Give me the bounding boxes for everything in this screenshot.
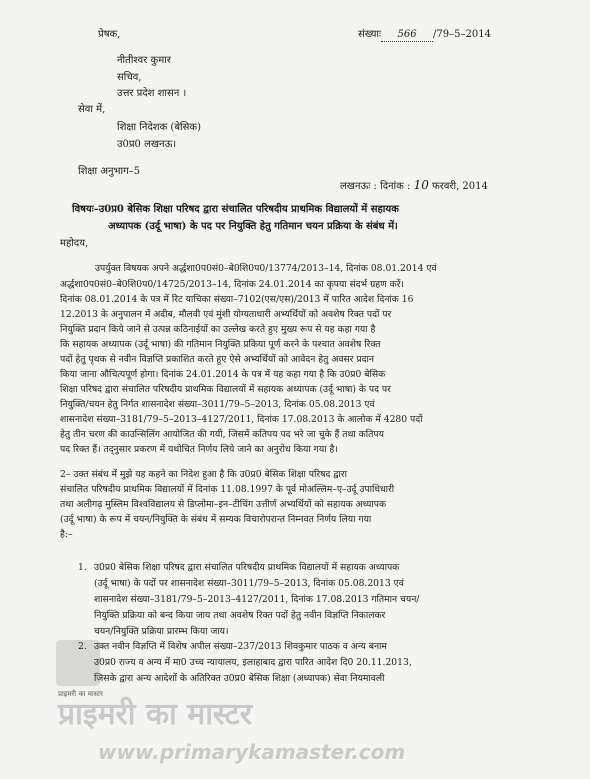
number-label: संख्याः xyxy=(358,29,382,40)
number-suffix: /79–5–2014 xyxy=(433,29,491,40)
item1-line: चयन/नियुक्ति प्रक्रिया प्रारम्भ किया जाय। xyxy=(94,626,229,637)
item2-line: उक्त नवीन विज्ञप्ति में विशेष अपील संख्या–237/2013 शिवकुमार पाठक व अन्य बनाम xyxy=(94,641,387,652)
para1-line: किया जाना औचित्यपूर्ण होगा। दिनांक 24.01.2014 के पत्र में यह कहा गया है कि उ0प्र0 बेसिक xyxy=(60,369,386,380)
para1-line: 12.2013 के अनुपालन में अदीब, मौलवी एवं मुंशी योग्यताधारी अभ्यर्थियों को अवशेष रिक्त पदों पर xyxy=(60,309,392,320)
item1-line: नियुक्ति प्रक्रिया को बन्द किया जाय तथा अवशेष रिक्त पदों हेतु नवीन विज्ञप्ति निकालकर xyxy=(94,610,386,621)
date-day: 10 xyxy=(413,178,429,192)
para1-line: उपर्युक्त विषयक अपने अर्द्धशा0प0सं0–बे0शि0प0/13774/2013–14, दिनांक 08.01.2014 एवं xyxy=(95,263,437,274)
sender-title: सचिव, xyxy=(117,72,142,83)
date-label: लखनऊः : दिनांक : xyxy=(340,181,411,192)
para1-line: शिक्षा परिषद द्वारा संचालित परिषदीय प्राथमिक विद्यालयों में सहायक अध्यापक (उर्दू भाषा) के पद पर xyxy=(60,384,391,395)
watermark-stamp-label: प्राइमरी का मास्टर xyxy=(58,690,103,698)
to-label: सेवा में, xyxy=(78,104,106,115)
para2-line: (उर्दू भाषा) के रूप में चयन/नियुक्ति के संबंध में सम्यक विचारोपरान्त निम्नवत निर्णय लिया गया xyxy=(60,514,372,525)
item1-line: (उर्दू भाषा) के पदों पर शासनादेश संख्या–3011/79–5–2013, दिनांक 05.08.2013 एवं xyxy=(94,578,404,589)
salutation: महोदय, xyxy=(60,238,89,249)
item1-line: शासनादेश संख्या–3181/79–5–2013–4127/2011, दिनांक 17.08.2013 गतिमान चयन/ xyxy=(94,594,420,605)
item2-number: 2. xyxy=(78,641,87,652)
item1-line: उ0प्र0 बेसिक शिक्षा परिषद द्वारा संचालित परिषदीय प्राथमिक विद्यालयों में सहायक अध्यापक xyxy=(94,562,400,573)
watermark-url: www.primarykamaster.com xyxy=(98,740,406,764)
subject-line-2: अध्यापक (उर्दू भाषा) के पद पर नियुक्ति हेतु गतिमान चयन प्रक्रिया के संबंध में। xyxy=(108,221,398,232)
para1-line: कि सहायक अध्यापक (उर्दू भाषा) की गतिमान नियुक्ति प्रकिया पूर्ण करने के पश्चात अवशेष रिक्त xyxy=(60,339,381,350)
para2-line: संचालित परिषदीय प्राथमिक विद्यालयों में दिनांक 11.08.1997 के पूर्व मोअल्लिम–ए–उर्दू उपाधिधारी xyxy=(60,484,395,495)
para1-line: दिनांक 08.01.2014 के पत्र में रिट याचिका संख्या–7102(एस/एस)/2013 में पारित आदेश दिनांक 16 xyxy=(60,294,414,305)
para2-line: 2– उक्त संबंध में मुझे यह कहने का निदेश हुआ है कि उ0प्र0 बेसिक शिक्षा परिषद द्वारा xyxy=(60,469,348,480)
para1-line: नियुक्ति प्रदान किये जाने से उत्पन्न कठिनाईयों का उल्लेख करते हुए मुख्य रूप से यह कहा गया है xyxy=(60,324,376,335)
letter-number xyxy=(358,29,491,42)
subject-line-1: विषयः–उ0प्र0 बेसिक शिक्षा परिषद द्वारा संचालित परिषदीय प्राथमिक विद्यालयों में सहायक xyxy=(72,204,399,215)
to-name: शिक्षा निदेशक (बेसिक) xyxy=(117,122,201,133)
number-value: 566 xyxy=(381,29,433,42)
sender-office: उत्तर प्रदेश शासन । xyxy=(117,88,187,99)
department: शिक्षा अनुभाग–5 xyxy=(78,166,141,177)
watermark-hindi: प्राइमरी का मास्टर xyxy=(58,697,253,732)
para1-line: शासनादेश संख्या–3181/79–5–2013–4127/2011, दिनांक 17.08.2013 के आलोक में 4280 पदों xyxy=(60,414,423,425)
para1-line: हेतु तीन चरण की काउन्सिलिंग आयोजित की गयी, जिसमें कतिपय पद भरे जा चुके हैं तथा कतिपय xyxy=(60,429,384,440)
para2-line: है:– xyxy=(60,529,73,540)
date-rest: फरवरी, 2014 xyxy=(432,181,488,192)
para2-line: तथा अलीगढ़ मुस्लिम विश्वविद्यालय से डिप्लोमा–इन–टीचिंग उत्तीर्ण अभ्यर्थियों को सहायक अध्यापक xyxy=(60,499,387,510)
item1-number: 1. xyxy=(78,562,87,573)
para1-line: अर्द्धशा0प0सं0–बे0शि0प0/14725/2013–14, दिनांक 24.01.2014 का कृपया संदर्भ ग्रहण करें। xyxy=(60,279,404,290)
para1-line: पदों हेतु पृथक से नवीन विज्ञप्ति प्रकाशित करते हुए ऐसे अभ्यर्थियों को आवेदन हेतु अवसर प्रदान xyxy=(60,354,374,365)
para1-line: नियुक्ति/चयन हेतु निर्गत शासनादेश संख्या–3011/79–5–2013, दिनांक 05.08.2013 एवं xyxy=(60,399,375,410)
para1-line: पद रिक्त हैं। तद्नुसार प्रकरण में यथोचित निर्णय लिये जाने का अनुरोध किया गया है। xyxy=(60,444,338,455)
date-line xyxy=(340,179,488,193)
sender-name: नीतीश्वर कुमार xyxy=(117,55,171,66)
to-place: उ0प्र0 लखनऊ। xyxy=(117,139,177,150)
item2-line: उ0प्र0 राज्य व अन्य में मा0 उच्च न्यायालय, इलाहाबाद द्वारा पारित आदेश दि0 20.11.2013, xyxy=(94,657,412,668)
item2-line: जिसके द्वारा अन्य आदेशों के अतिरिक्त उ0प्र0 बेसिक शिक्षा (अध्यापक) सेवा नियमावली xyxy=(94,673,385,684)
sender-label: प्रेषक, xyxy=(98,29,121,40)
